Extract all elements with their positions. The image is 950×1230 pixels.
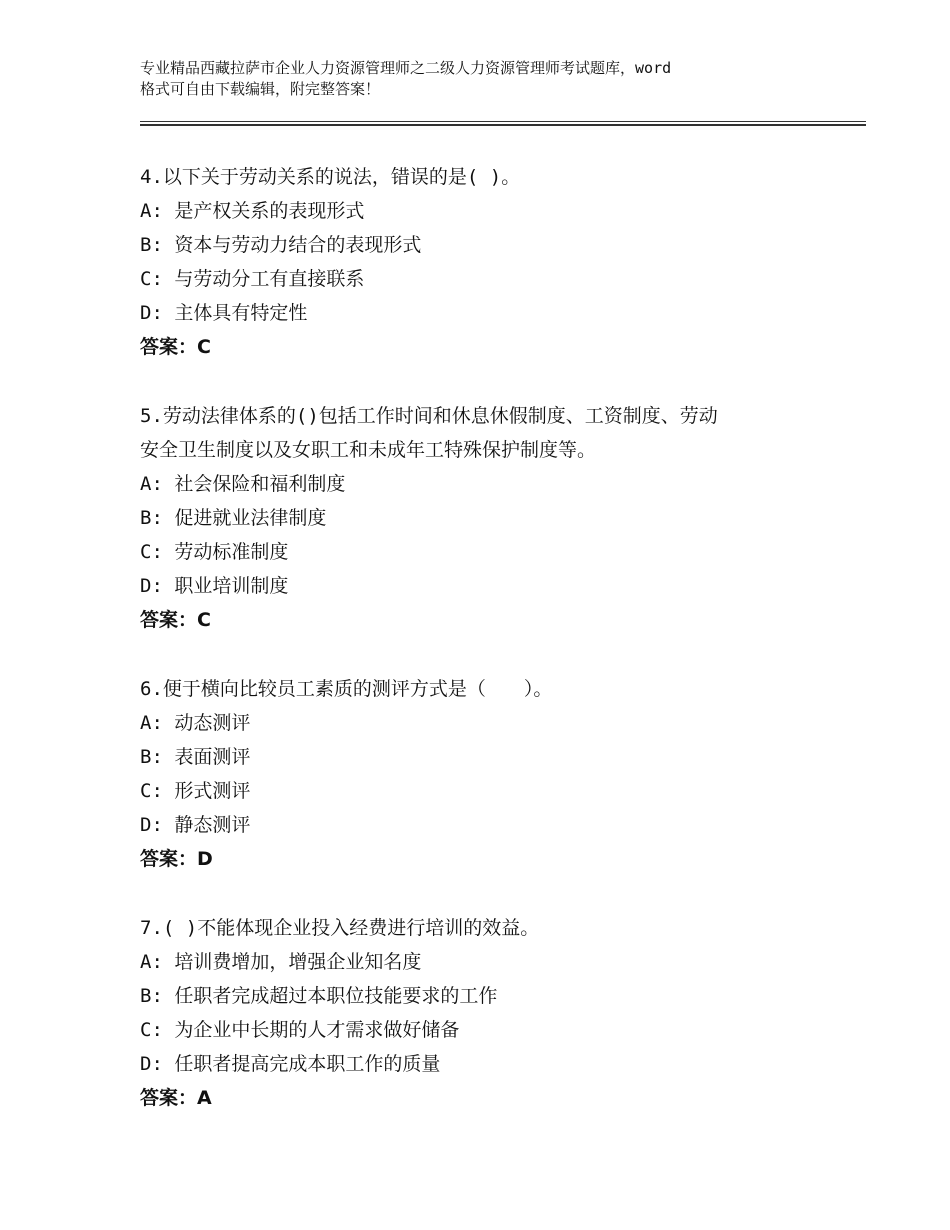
option-c: C: 劳动标准制度 xyxy=(140,541,289,563)
answer: 答案：C xyxy=(140,336,211,358)
answer: 答案：D xyxy=(140,848,213,870)
option-d: D: 任职者提高完成本职工作的质量 xyxy=(140,1053,441,1075)
option-a: A: 是产权关系的表现形式 xyxy=(140,200,365,222)
question-stem-line-1: 5.劳动法律体系的()包括工作时间和休息休假制度、工资制度、劳动 xyxy=(140,405,718,427)
option-b: B: 表面测评 xyxy=(140,746,251,768)
question-stem-line-2: 安全卫生制度以及女职工和未成年工特殊保护制度等。 xyxy=(140,439,597,461)
header-divider-thick xyxy=(140,124,866,126)
question-list xyxy=(140,160,840,1150)
option-a: A: 培训费增加，增强企业知名度 xyxy=(140,951,422,973)
document-header xyxy=(140,58,840,100)
answer: 答案：C xyxy=(140,609,211,631)
option-c: C: 形式测评 xyxy=(140,780,251,802)
answer: 答案：A xyxy=(140,1087,212,1109)
question-stem: 6.便于横向比较员工素质的测评方式是（ ）。 xyxy=(140,678,553,700)
header-line-1: 专业精品西藏拉萨市企业人力资源管理师之二级人力资源管理师考试题库，word xyxy=(140,59,672,77)
option-d: D: 静态测评 xyxy=(140,814,251,836)
question-6 xyxy=(140,672,840,876)
option-b: B: 资本与劳动力结合的表现形式 xyxy=(140,234,422,256)
question-7 xyxy=(140,911,840,1115)
option-d: D: 主体具有特定性 xyxy=(140,302,308,324)
option-c: C: 与劳动分工有直接联系 xyxy=(140,268,365,290)
header-divider-thin xyxy=(140,121,866,122)
question-4 xyxy=(140,160,840,364)
header-line-2: 格式可自由下载编辑，附完整答案！ xyxy=(140,80,381,98)
option-b: B: 任职者完成超过本职位技能要求的工作 xyxy=(140,985,498,1007)
option-c: C: 为企业中长期的人才需求做好储备 xyxy=(140,1019,460,1041)
question-5 xyxy=(140,399,840,637)
option-d: D: 职业培训制度 xyxy=(140,575,289,597)
question-stem: 4.以下关于劳动关系的说法，错误的是( )。 xyxy=(140,166,521,188)
option-a: A: 动态测评 xyxy=(140,712,251,734)
option-b: B: 促进就业法律制度 xyxy=(140,507,327,529)
option-a: A: 社会保险和福利制度 xyxy=(140,473,346,495)
question-stem: 7.( )不能体现企业投入经费进行培训的效益。 xyxy=(140,917,540,939)
